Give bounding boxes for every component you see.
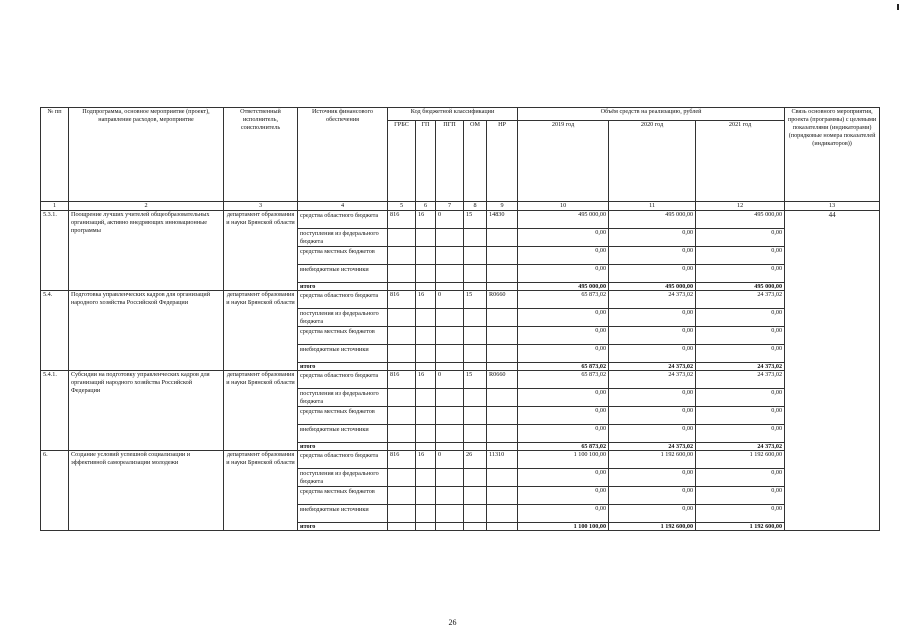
code-empty <box>464 345 487 363</box>
amount-2019: 1 100 100,00 <box>518 523 609 531</box>
code-empty <box>464 505 487 523</box>
col-number: 5 <box>388 202 416 211</box>
row-source: итого <box>298 443 388 451</box>
code-nr: R0660 <box>487 291 518 309</box>
col-number: 2 <box>69 202 224 211</box>
amount-2020: 0,00 <box>609 309 696 327</box>
code-empty <box>416 309 436 327</box>
code-empty <box>464 327 487 345</box>
header-program: Подпрограмма, основное мероприятие (проект), направление расходов, мероприятие <box>69 108 224 202</box>
header-responsible: Ответственный исполнитель, соисполнитель <box>224 108 298 202</box>
code-empty <box>487 345 518 363</box>
row-responsible: департамент образования и науки Брянской области <box>224 291 298 371</box>
amount-2020: 1 192 600,00 <box>609 451 696 469</box>
header-pgp: ПГП <box>436 121 464 202</box>
amount-2021: 0,00 <box>696 469 785 487</box>
code-empty <box>487 469 518 487</box>
row-number: 5.4. <box>41 291 69 371</box>
col-number: 4 <box>298 202 388 211</box>
indicator-link-cell: 44 <box>785 211 880 531</box>
amount-2021: 0,00 <box>696 229 785 247</box>
code-empty <box>436 345 464 363</box>
amount-2021: 0,00 <box>696 487 785 505</box>
amount-2021: 495 000,00 <box>696 283 785 291</box>
amount-2020: 0,00 <box>609 505 696 523</box>
column-number-row <box>41 202 880 211</box>
row-source: средства местных бюджетов <box>298 327 388 345</box>
code-empty <box>388 247 416 265</box>
code-empty <box>464 229 487 247</box>
code-empty <box>487 505 518 523</box>
amount-2019: 0,00 <box>518 407 609 425</box>
amount-2019: 0,00 <box>518 309 609 327</box>
amount-2021: 0,00 <box>696 309 785 327</box>
code-empty <box>436 309 464 327</box>
code-grbs: 816 <box>388 371 416 389</box>
col-number: 9 <box>487 202 518 211</box>
col-number: 11 <box>609 202 696 211</box>
code-empty <box>388 229 416 247</box>
code-empty <box>487 283 518 291</box>
amount-2020: 24 373,02 <box>609 443 696 451</box>
amount-2019: 65 873,02 <box>518 371 609 389</box>
code-empty <box>388 327 416 345</box>
amount-2020: 1 192 600,00 <box>609 523 696 531</box>
amount-2020: 0,00 <box>609 247 696 265</box>
header-link: Связь основного мероприятия, проекта (программы) с целевыми показателями (индикаторами) (порядковые номера показателей (индикаторов)) <box>785 108 880 202</box>
code-empty <box>416 363 436 371</box>
code-empty <box>487 389 518 407</box>
amount-2021: 24 373,02 <box>696 363 785 371</box>
header-2020: 2020 год <box>609 121 696 202</box>
code-empty <box>416 229 436 247</box>
code-empty <box>388 407 416 425</box>
code-empty <box>436 247 464 265</box>
amount-2019: 0,00 <box>518 345 609 363</box>
code-empty <box>487 229 518 247</box>
code-grbs: 816 <box>388 211 416 229</box>
amount-2021: 0,00 <box>696 389 785 407</box>
header-codes-group: Код бюджетной классификации <box>388 108 518 121</box>
code-empty <box>487 407 518 425</box>
amount-2021: 24 373,02 <box>696 291 785 309</box>
header-om: ОМ <box>464 121 487 202</box>
code-empty <box>487 247 518 265</box>
amount-2019: 0,00 <box>518 487 609 505</box>
code-grbs: 816 <box>388 451 416 469</box>
amount-2020: 0,00 <box>609 389 696 407</box>
amount-2020: 0,00 <box>609 487 696 505</box>
code-empty <box>464 469 487 487</box>
row-source: поступления из федерального бюджета <box>298 389 388 407</box>
code-empty <box>436 229 464 247</box>
amount-2019: 0,00 <box>518 265 609 283</box>
row-name: Создание условий успешной социализации и эффективной самореализации молодежи <box>69 451 224 531</box>
page-edge-mark <box>897 4 899 10</box>
table-row <box>41 371 880 389</box>
amount-2019: 65 873,02 <box>518 291 609 309</box>
col-number: 10 <box>518 202 609 211</box>
row-number: 5.4.1. <box>41 371 69 451</box>
amount-2020: 495 000,00 <box>609 211 696 229</box>
amount-2021: 0,00 <box>696 407 785 425</box>
amount-2019: 65 873,02 <box>518 363 609 371</box>
code-empty <box>464 363 487 371</box>
code-empty <box>416 505 436 523</box>
amount-2021: 0,00 <box>696 247 785 265</box>
row-name: Субсидии на подготовку управленческих кадров для организаций народного хозяйства Российской Федерации <box>69 371 224 451</box>
row-name: Подготовка управленческих кадров для организаций народного хозяйства Российской Федерации <box>69 291 224 371</box>
amount-2020: 495 000,00 <box>609 283 696 291</box>
col-number: 13 <box>785 202 880 211</box>
row-source: средства областного бюджета <box>298 451 388 469</box>
code-om: 26 <box>464 451 487 469</box>
amount-2019: 0,00 <box>518 505 609 523</box>
amount-2020: 0,00 <box>609 327 696 345</box>
code-empty <box>464 523 487 531</box>
code-gp: 16 <box>416 451 436 469</box>
code-empty <box>416 265 436 283</box>
code-empty <box>487 309 518 327</box>
page-number: 26 <box>448 618 457 627</box>
table-row <box>41 291 880 309</box>
code-empty <box>388 389 416 407</box>
code-gp: 16 <box>416 371 436 389</box>
amount-2021: 0,00 <box>696 327 785 345</box>
amount-2019: 0,00 <box>518 389 609 407</box>
code-empty <box>436 265 464 283</box>
amount-2019: 0,00 <box>518 469 609 487</box>
code-empty <box>416 283 436 291</box>
row-responsible: департамент образования и науки Брянской области <box>224 451 298 531</box>
row-source: внебюджетные источники <box>298 505 388 523</box>
code-empty <box>464 283 487 291</box>
code-gp: 16 <box>416 211 436 229</box>
code-pgp: 0 <box>436 291 464 309</box>
code-empty <box>487 443 518 451</box>
code-empty <box>388 523 416 531</box>
amount-2020: 0,00 <box>609 425 696 443</box>
header-2019: 2019 год <box>518 121 609 202</box>
code-empty <box>436 505 464 523</box>
code-empty <box>416 247 436 265</box>
row-source: средства областного бюджета <box>298 291 388 309</box>
code-empty <box>487 425 518 443</box>
code-empty <box>464 389 487 407</box>
row-source: средства областного бюджета <box>298 211 388 229</box>
code-empty <box>464 265 487 283</box>
col-number: 3 <box>224 202 298 211</box>
amount-2019: 0,00 <box>518 327 609 345</box>
amount-2020: 24 373,02 <box>609 291 696 309</box>
code-grbs: 816 <box>388 291 416 309</box>
code-empty <box>464 487 487 505</box>
code-empty <box>464 247 487 265</box>
budget-table <box>40 107 880 531</box>
code-nr: 11310 <box>487 451 518 469</box>
header-2021: 2021 год <box>696 121 785 202</box>
code-empty <box>388 487 416 505</box>
code-empty <box>388 425 416 443</box>
code-empty <box>416 487 436 505</box>
amount-2019: 495 000,00 <box>518 283 609 291</box>
amount-2020: 0,00 <box>609 265 696 283</box>
header-nr: НР <box>487 121 518 202</box>
row-source: итого <box>298 523 388 531</box>
row-number: 5.3.1. <box>41 211 69 291</box>
amount-2021: 24 373,02 <box>696 371 785 389</box>
col-number: 7 <box>436 202 464 211</box>
amount-2021: 24 373,02 <box>696 443 785 451</box>
code-empty <box>416 327 436 345</box>
header-num: № пп <box>41 108 69 202</box>
amount-2019: 1 100 100,00 <box>518 451 609 469</box>
amount-2019: 65 873,02 <box>518 443 609 451</box>
row-source: средства местных бюджетов <box>298 487 388 505</box>
amount-2020: 0,00 <box>609 469 696 487</box>
code-pgp: 0 <box>436 211 464 229</box>
code-empty <box>388 265 416 283</box>
code-nr: 14830 <box>487 211 518 229</box>
code-empty <box>436 523 464 531</box>
amount-2019: 0,00 <box>518 425 609 443</box>
code-empty <box>416 345 436 363</box>
col-number: 1 <box>41 202 69 211</box>
amount-2020: 24 373,02 <box>609 363 696 371</box>
code-empty <box>416 523 436 531</box>
code-empty <box>416 469 436 487</box>
code-pgp: 0 <box>436 451 464 469</box>
code-pgp: 0 <box>436 371 464 389</box>
col-number: 6 <box>416 202 436 211</box>
code-empty <box>436 389 464 407</box>
code-empty <box>388 345 416 363</box>
amount-2021: 1 192 600,00 <box>696 451 785 469</box>
header-volume-group: Объём средств на реализацию, рублей <box>518 108 785 121</box>
row-number: 6. <box>41 451 69 531</box>
code-empty <box>464 443 487 451</box>
header-sources: Источник финансового обеспечения <box>298 108 388 202</box>
amount-2021: 0,00 <box>696 265 785 283</box>
amount-2019: 0,00 <box>518 229 609 247</box>
row-source: средства областного бюджета <box>298 371 388 389</box>
code-empty <box>416 443 436 451</box>
row-source: поступления из федерального бюджета <box>298 309 388 327</box>
code-empty <box>388 469 416 487</box>
row-source: поступления из федерального бюджета <box>298 229 388 247</box>
row-source: средства местных бюджетов <box>298 247 388 265</box>
code-empty <box>388 283 416 291</box>
amount-2021: 1 192 600,00 <box>696 523 785 531</box>
row-source: итого <box>298 283 388 291</box>
amount-2021: 0,00 <box>696 425 785 443</box>
code-empty <box>436 469 464 487</box>
code-empty <box>464 425 487 443</box>
code-empty <box>436 425 464 443</box>
col-number: 12 <box>696 202 785 211</box>
code-gp: 16 <box>416 291 436 309</box>
code-om: 15 <box>464 371 487 389</box>
code-nr: R0660 <box>487 371 518 389</box>
amount-2020: 24 373,02 <box>609 371 696 389</box>
amount-2019: 0,00 <box>518 247 609 265</box>
code-empty <box>436 443 464 451</box>
amount-2021: 0,00 <box>696 345 785 363</box>
col-number: 8 <box>464 202 487 211</box>
code-empty <box>464 309 487 327</box>
code-empty <box>416 389 436 407</box>
code-empty <box>416 407 436 425</box>
amount-2021: 0,00 <box>696 505 785 523</box>
row-responsible: департамент образования и науки Брянской области <box>224 211 298 291</box>
table-row <box>41 211 880 229</box>
row-source: внебюджетные источники <box>298 345 388 363</box>
code-empty <box>487 327 518 345</box>
code-empty <box>388 309 416 327</box>
row-responsible: департамент образования и науки Брянской области <box>224 371 298 451</box>
code-empty <box>487 523 518 531</box>
row-source: поступления из федерального бюджета <box>298 469 388 487</box>
code-om: 15 <box>464 211 487 229</box>
code-empty <box>388 443 416 451</box>
row-name: Поощрение лучших учителей общеобразовательных организаций, активно внедряющих инновационные программы <box>69 211 224 291</box>
code-empty <box>487 363 518 371</box>
code-empty <box>436 283 464 291</box>
code-empty <box>388 363 416 371</box>
row-source: внебюджетные источники <box>298 425 388 443</box>
code-empty <box>436 407 464 425</box>
code-empty <box>416 425 436 443</box>
code-empty <box>436 327 464 345</box>
code-empty <box>464 407 487 425</box>
code-empty <box>487 487 518 505</box>
row-source: внебюджетные источники <box>298 265 388 283</box>
amount-2020: 0,00 <box>609 407 696 425</box>
row-source: итого <box>298 363 388 371</box>
row-source: средства местных бюджетов <box>298 407 388 425</box>
code-empty <box>436 487 464 505</box>
code-empty <box>487 265 518 283</box>
code-empty <box>436 363 464 371</box>
amount-2019: 495 000,00 <box>518 211 609 229</box>
table-row <box>41 451 880 469</box>
amount-2020: 0,00 <box>609 229 696 247</box>
amount-2020: 0,00 <box>609 345 696 363</box>
code-om: 15 <box>464 291 487 309</box>
header-grbs: ГРБС <box>388 121 416 202</box>
header-gp: ГП <box>416 121 436 202</box>
table-header-row <box>41 108 880 121</box>
amount-2021: 495 000,00 <box>696 211 785 229</box>
code-empty <box>388 505 416 523</box>
